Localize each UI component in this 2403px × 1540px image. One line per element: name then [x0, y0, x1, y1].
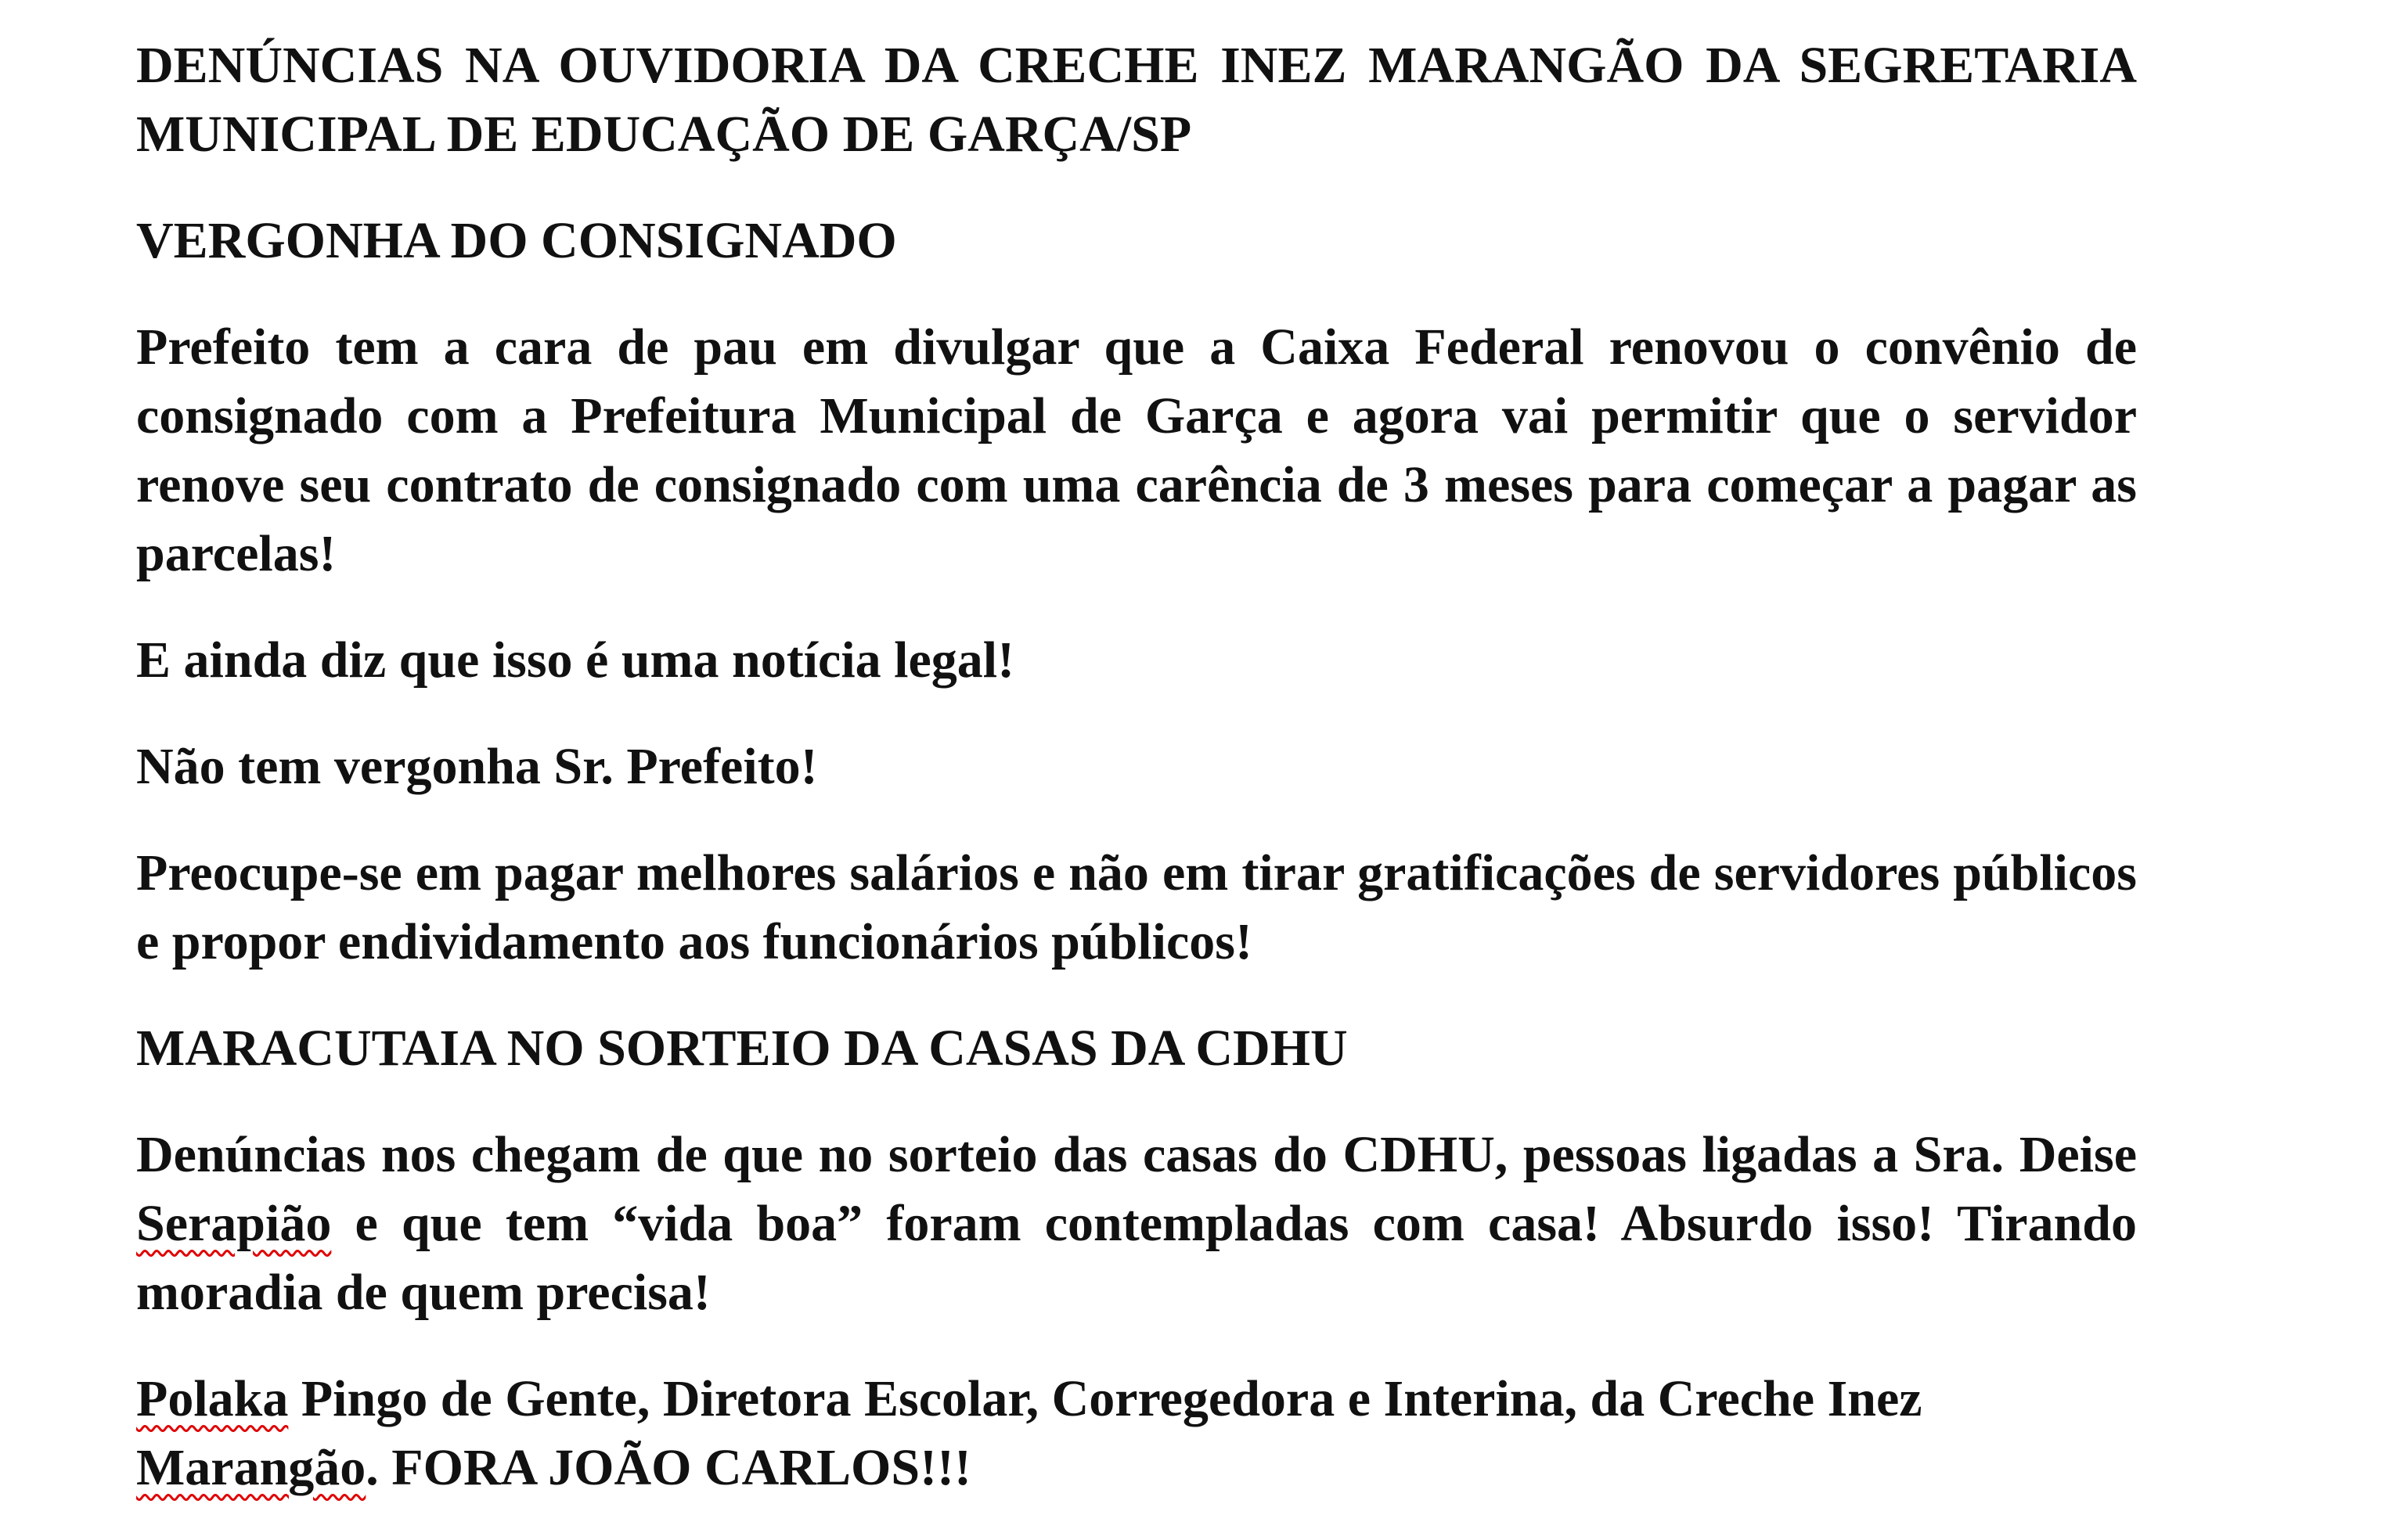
document-page	[136, 31, 2137, 1540]
paragraph-consignado: Prefeito tem a cara de pau em divulgar que a Caixa Federal renovou o convênio de consignado com a Prefeitura Municipal de Garça e agora vai permitir que o servidor renove seu contrato de consignado com uma carência de 3 meses para começar a pagar as parcelas!	[136, 318, 2137, 582]
signature-paragraph	[136, 1365, 2137, 1502]
paragraph-cdhu	[136, 1121, 2137, 1327]
signature-part1: Pingo de Gente, Diretora Escolar, Corregedora e Interina, da Creche Inez	[288, 1370, 1922, 1427]
paragraph-cdhu-part2: e que tem “vida boa” foram contempladas com casa! Absurdo isso! Tirando moradia de quem precisa!	[136, 1195, 2137, 1321]
spellcheck-word-marangao: Marangão	[136, 1439, 366, 1496]
spellcheck-word-serapiao: Serapião	[136, 1195, 332, 1252]
paragraph-vergonha: Não tem vergonha Sr. Prefeito!	[136, 738, 818, 795]
document-title: DENÚNCIAS NA OUVIDORIA DA CRECHE INEZ MARANGÃO DA SEGRETARIA MUNICIPAL DE EDUCAÇÃO DE GARÇA/SP	[136, 37, 2137, 163]
paragraph-cdhu-part1: Denúncias nos chegam de que no sorteio das casas do CDHU, pessoas ligadas a Sra. Deise	[136, 1126, 2137, 1183]
paragraph-salarios: Preocupe-se em pagar melhores salários e não em tirar gratificações de servidores públicos e propor endividamento aos funcionários públicos!	[136, 844, 2137, 970]
signature-part2: . FORA JOÃO CARLOS!!!	[366, 1439, 971, 1496]
section-heading-consignado: VERGONHA DO CONSIGNADO	[136, 212, 897, 269]
paragraph-noticia: E ainda diz que isso é uma notícia legal!	[136, 631, 1015, 689]
section-heading-cdhu: MARACUTAIA NO SORTEIO DA CASAS DA CDHU	[136, 1020, 1348, 1077]
spellcheck-word-polaka: Polaka	[136, 1370, 289, 1427]
